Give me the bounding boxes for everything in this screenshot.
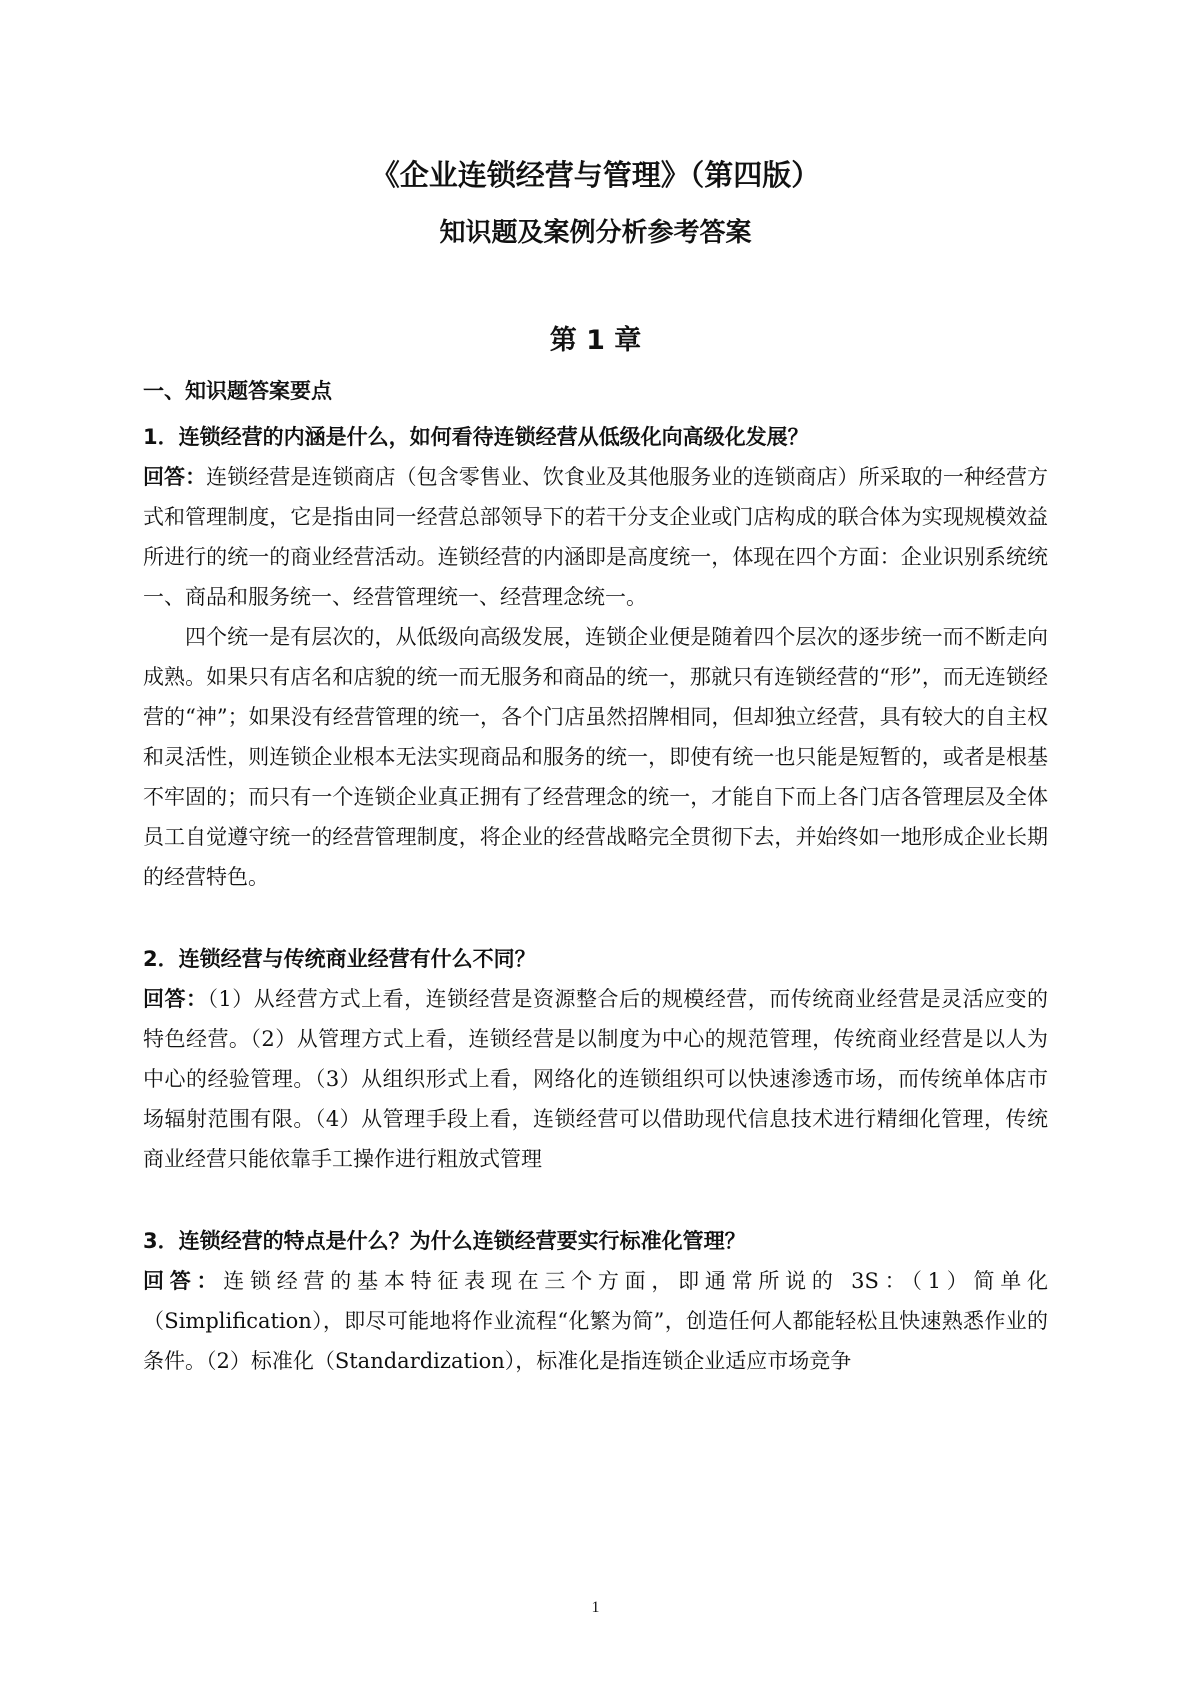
question-block-1: [143, 417, 1048, 897]
page-number: 1: [591, 1599, 600, 1616]
question-title: 2．连锁经营与传统商业经营有什么不同？: [143, 947, 536, 971]
question-title: 1．连锁经营的内涵是什么，如何看待连锁经营从低级化向高级化发展？: [143, 425, 809, 449]
answer-paragraph: [143, 1261, 1048, 1381]
document-title: 《企业连锁经营与管理》（第四版）: [370, 158, 821, 192]
answer-label: 回答：: [143, 987, 208, 1011]
question-block-2: [143, 939, 1048, 1179]
answer-label: 回答：: [143, 1269, 224, 1293]
answer-text: 连锁经营的基本特征表现在三个方面，即通常所说的 3S：（1）简单化（Simplification），即尽可能地将作业流程“化繁为简”，创造任何人都能轻松且快速熟悉作业的条件。（2）标准化（Standardization），标准化是指连锁企业适应市场竞争: [143, 1269, 1049, 1373]
answer-label: 回答：: [143, 465, 207, 489]
answer-text: 连锁经营是连锁商店（包含零售业、饮食业及其他服务业的连锁商店）所采取的一种经营方式和管理制度，它是指由同一经营总部领导下的若干分支企业或门店构成的联合体为实现规模效益所进行的统一的商业经营活动。连锁经营的内涵即是高度统一，体现在四个方面：企业识别系统统一、商品和服务统一、经营管理统一、经营理念统一。: [143, 465, 1049, 609]
answer-paragraph: [143, 979, 1048, 1179]
question-title: 3．连锁经营的特点是什么？为什么连锁经营要实行标准化管理？: [143, 1229, 746, 1253]
document-subtitle: 知识题及案例分析参考答案: [439, 218, 752, 248]
answer-paragraph-continued: 四个统一是有层次的，从低级向高级发展，连锁企业便是随着四个层次的逐步统一而不断走向成熟。如果只有店名和店貌的统一而无服务和商品的统一，那就只有连锁经营的“形”，而无连锁经营的“神”；如果没有经营管理的统一，各个门店虽然招牌相同，但却独立经营，具有较大的自主权和灵活性，则连锁企业根本无法实现商品和服务的统一，即使有统一也只能是短暂的，或者是根基不牢固的；而只有一个连锁企业真正拥有了经营理念的统一，才能自下而上各门店各管理层及全体员工自觉遵守统一的经营管理制度，将企业的经营战略完全贯彻下去，并始终如一地形成企业长期的经营特色。: [143, 625, 1048, 889]
chapter-heading: 第 1 章: [549, 325, 642, 356]
answer-paragraph: [143, 457, 1048, 617]
section-heading: 一、知识题答案要点: [143, 379, 332, 403]
question-block-3: [143, 1221, 1048, 1381]
answer-text: （1）从经营方式上看，连锁经营是资源整合后的规模经营，而传统商业经营是灵活应变的特色经营。（2）从管理方式上看，连锁经营是以制度为中心的规范管理，传统商业经营是以人为中心的经验管理。（3）从组织形式上看，网络化的连锁组织可以快速渗透市场，而传统单体店市场辐射范围有限。（4）从管理手段上看，连锁经营可以借助现代信息技术进行精细化管理，传统商业经营只能依靠手工操作进行粗放式管理: [143, 987, 1049, 1171]
page-content: [143, 143, 1048, 1381]
